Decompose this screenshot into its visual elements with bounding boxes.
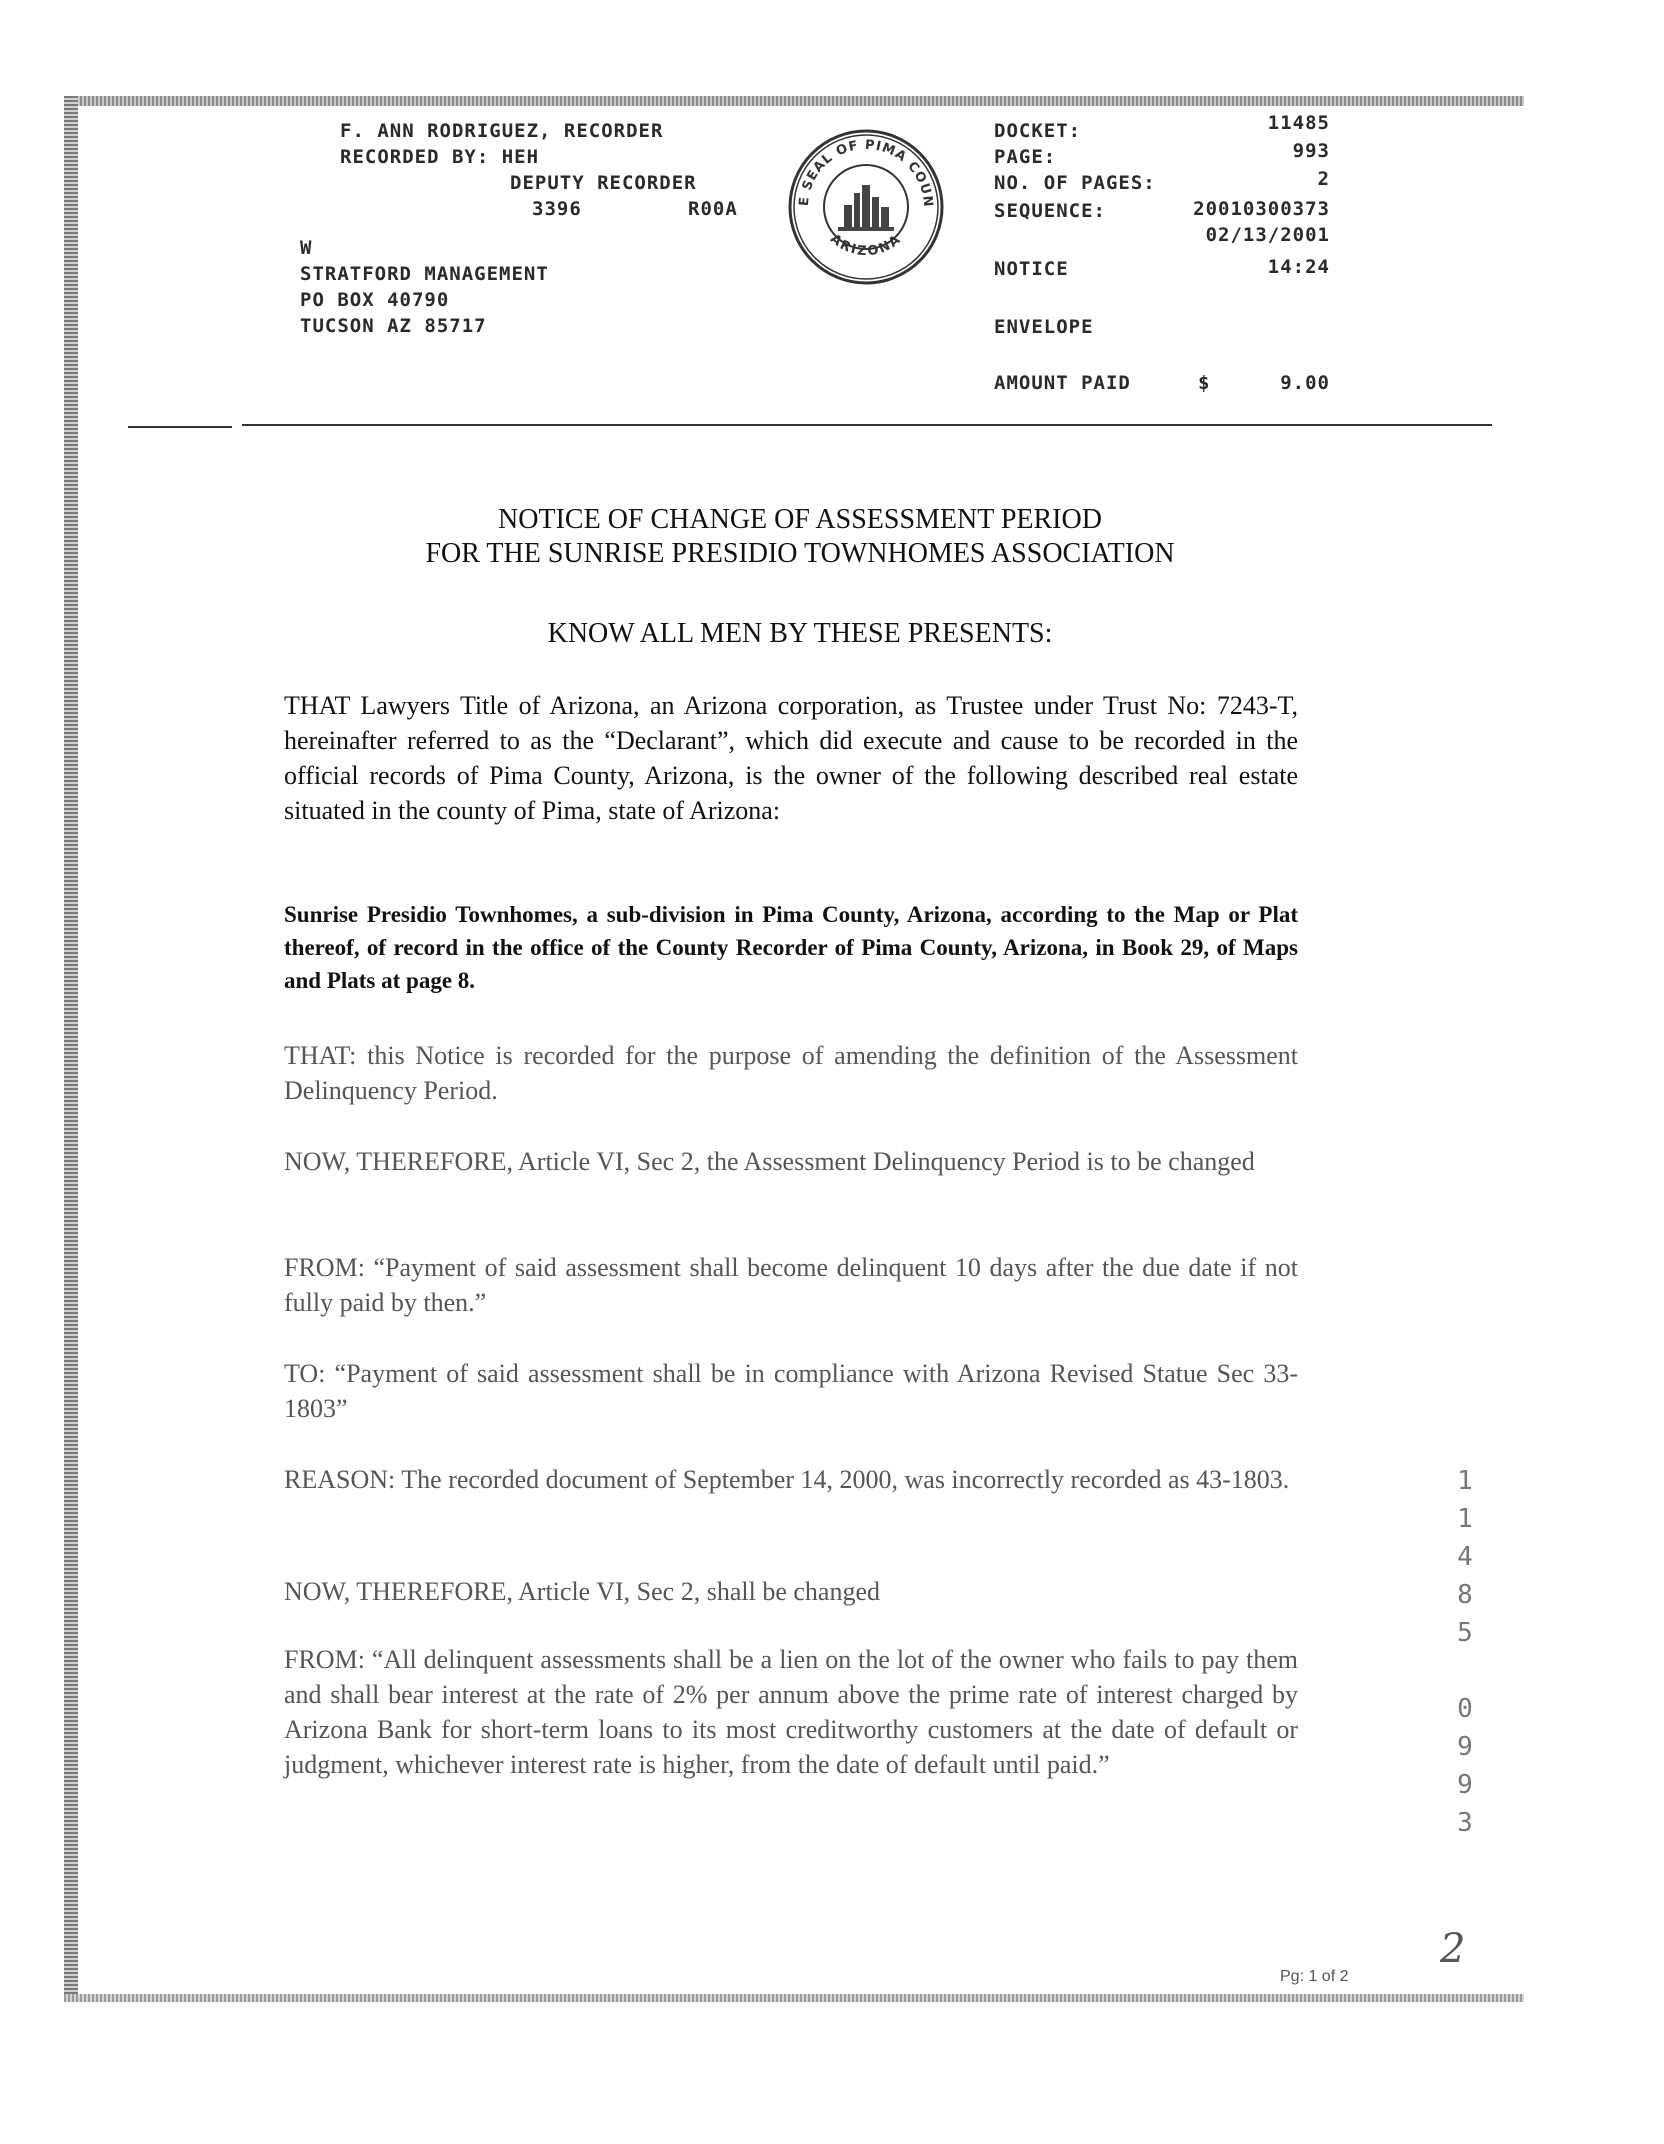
addressee-line-3: TUCSON AZ 85717 <box>300 315 487 337</box>
side-docket-number-text <box>1450 1462 1480 1842</box>
svg-text:THE SEAL OF PIMA COUNTY <box>786 127 935 208</box>
seal-top-text: E SEAL OF PIMA COUN <box>796 137 936 209</box>
recorded-by: RECORDED BY: HEH <box>340 146 540 168</box>
scan-border-left <box>64 96 78 1996</box>
docket-value: 11485 <box>1267 112 1330 134</box>
page-value: 993 <box>1292 140 1330 162</box>
seal-skyline-icon <box>838 185 894 231</box>
paragraph-declarant: THAT Lawyers Title of Arizona, an Arizona corporation, as Trustee under Trust No: 7243-T, hereinafter referred to as the “Declarant”, which did execute and cause to be recorded in the official records of Pima County, Arizona, is the owner of the following described real estate situated in the county of Pima, state of Arizona: <box>284 691 1298 825</box>
county-seal-graphic <box>786 127 946 287</box>
paragraph-to: TO: “Payment of said assessment shall be in compliance with Arizona Revised Statue Sec 33-1803” <box>284 1359 1298 1423</box>
side-docket-digit: 3 <box>1457 1808 1473 1838</box>
recorder-name: F. ANN RODRIGUEZ, RECORDER <box>340 120 664 142</box>
side-docket-digit: 5 <box>1457 1618 1473 1648</box>
w-mark: W <box>300 237 313 259</box>
currency-symbol: $ <box>1198 372 1211 394</box>
paragraph-now-therefore-2: NOW, THEREFORE, Article VI, Sec 2, shall be changed <box>284 1577 880 1606</box>
amount-paid-value: 9.00 <box>1280 372 1330 394</box>
num-pages-label: NO. OF PAGES: <box>994 172 1156 194</box>
subtitle: KNOW ALL MEN BY THESE PRESENTS: <box>547 618 1053 649</box>
title-line-1: NOTICE OF CHANGE OF ASSESSMENT PERIOD <box>498 504 1102 535</box>
deputy-recorder: DEPUTY RECORDER <box>510 172 697 194</box>
addressee-line-1: STRATFORD MANAGEMENT <box>300 263 549 285</box>
addressee-line-2: PO BOX 40790 <box>300 289 450 311</box>
header-rule <box>242 424 1492 426</box>
amount-paid-label: AMOUNT PAID <box>994 372 1131 394</box>
side-docket-digit: 0 <box>1457 1694 1473 1724</box>
side-docket-digit: 8 <box>1457 1580 1473 1610</box>
side-docket-digit: 9 <box>1457 1732 1473 1762</box>
paragraph-reason: REASON: The recorded document of September 14, 2000, was incorrectly recorded as 43-1803. <box>284 1465 1290 1494</box>
notice-label: NOTICE <box>994 258 1069 280</box>
recorder-code-left: 3396 <box>532 198 582 220</box>
sequence-value: 20010300373 <box>1193 198 1330 220</box>
seal-bottom-text: ARIZONA <box>827 231 905 260</box>
record-time: 14:24 <box>1267 256 1330 278</box>
page-indicator: Pg: 1 of 2 <box>1280 1968 1349 1985</box>
side-docket-gap <box>1450 1652 1480 1690</box>
scan-border-bottom <box>64 1994 1524 2002</box>
side-docket-digit: 1 <box>1457 1504 1473 1534</box>
envelope-label: ENVELOPE <box>994 316 1094 338</box>
side-docket-digit: 9 <box>1457 1770 1473 1800</box>
side-docket-digit: 4 <box>1457 1542 1473 1572</box>
sequence-label: SEQUENCE: <box>994 200 1106 222</box>
record-date: 02/13/2001 <box>1205 224 1330 246</box>
page-label: PAGE: <box>994 146 1057 168</box>
scan-border-top <box>64 96 1524 106</box>
county-seal <box>786 127 946 287</box>
paragraph-purpose: THAT: this Notice is recorded for the purpose of amending the definition of the Assessment Delinquency Period. <box>284 1041 1298 1105</box>
docket-label: DOCKET: <box>994 120 1082 142</box>
paragraph-from-2: FROM: “All delinquent assessments shall be a lien on the lot of the owner who fails to pay them and shall bear interest at the rate of 2% per annum above the prime rate of interest charged by Arizona Bank for short-term loans to its most creditworthy customers at the date of default or judgment, whichever interest rate is higher, from the date of default until paid.” <box>284 1645 1298 1779</box>
side-docket-number <box>1450 1462 1480 1842</box>
header-rule-left <box>128 426 232 428</box>
side-docket-digit: 1 <box>1457 1466 1473 1496</box>
title-line-2: FOR THE SUNRISE PRESIDIO TOWNHOMES ASSOCIATION <box>425 538 1175 569</box>
num-pages-value: 2 <box>1317 168 1330 190</box>
paragraph-from-1: FROM: “Payment of said assessment shall become delinquent 10 days after the due date if not fully paid by then.” <box>284 1253 1298 1317</box>
recorder-code-right: R00A <box>688 198 738 220</box>
svg-text:ARIZONA <box>827 231 905 259</box>
paragraph-now-therefore-1: NOW, THEREFORE, Article VI, Sec 2, the Assessment Delinquency Period is to be changed <box>284 1147 1255 1176</box>
paragraph-legal-description: Sunrise Presidio Townhomes, a sub-division in Pima County, Arizona, according to the Map or Plat thereof, of record in the office of the County Recorder of Pima County, Arizona, in Book 29, of Maps and Plats at page 8. <box>284 902 1298 993</box>
handwritten-mark: 2 <box>1440 1926 1466 1972</box>
